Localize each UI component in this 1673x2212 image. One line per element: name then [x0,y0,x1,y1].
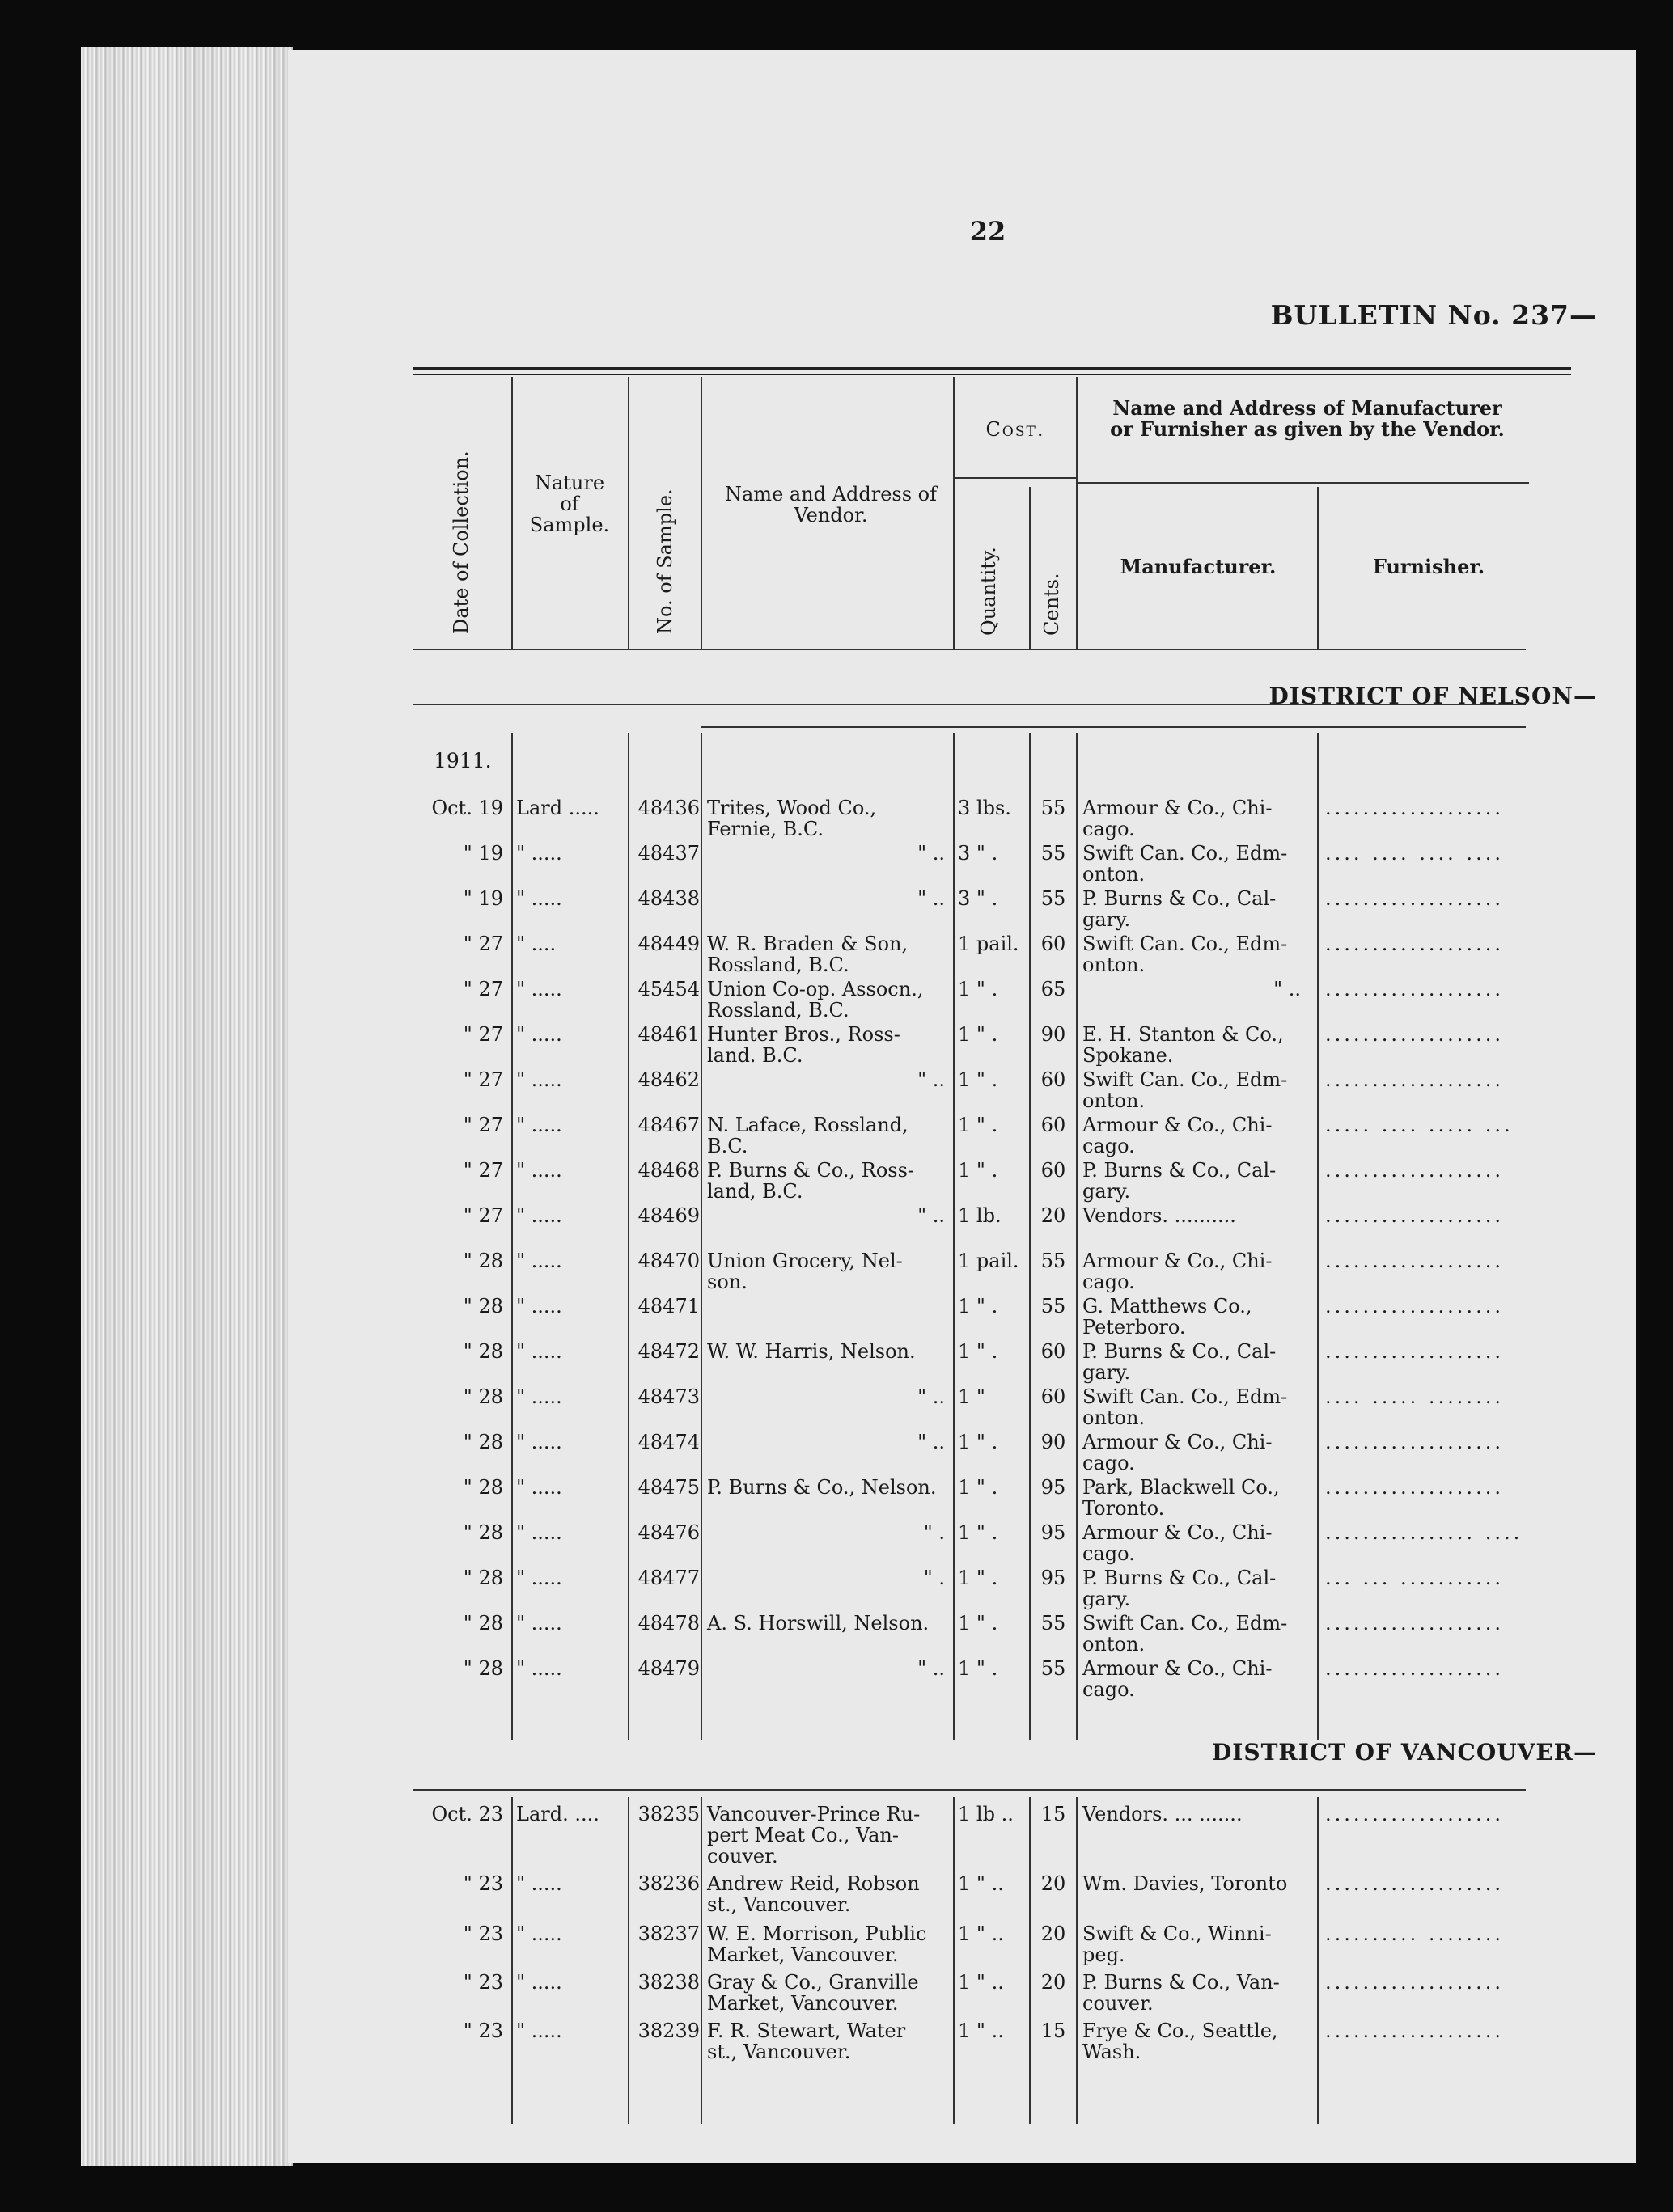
row-furnisher: ..... .... ..... ... [1325,1114,1514,1136]
row-furnisher: ................... [1325,1477,1504,1498]
row-manufacturer: Swift Can. Co., Edm- onton. [1082,842,1288,886]
bulletin-header: BULLETIN No. 237— [1270,299,1597,331]
vendor-column-header: Name and Address of Vendor. [725,483,937,527]
row-nature: " ..... [516,1385,562,1408]
row-furnisher: ................... [1325,933,1504,954]
row-manufacturer: Armour & Co., Chi- cago. [1082,1521,1273,1565]
row-cents: 95 [1040,1567,1066,1589]
row-quantity: 1 " . [958,1612,998,1635]
row-nature: " ..... [516,1431,562,1453]
row-cents: 55 [1040,842,1066,865]
row-cents: 20 [1040,1971,1066,1994]
row-nature: " ..... [516,887,562,910]
row-sample-number: 48479 [637,1657,700,1680]
row-vendor: " .. [917,842,945,865]
header-divider [1076,377,1078,649]
row-manufacturer: P. Burns & Co., Cal- gary. [1082,1567,1277,1610]
row-sample-number: 48477 [637,1567,700,1589]
header-divider [628,377,629,649]
row-date: " 27 [463,1159,503,1182]
row-sample-number: 48461 [637,1023,700,1046]
table-top-rule [413,367,1571,370]
row-quantity: 1 " . [958,1159,998,1182]
row-quantity: 1 " . [958,1114,998,1136]
row-quantity: 1 " .. [958,1971,1004,1994]
row-date: " 28 [463,1431,503,1453]
body-divider [628,733,629,1740]
row-quantity: 1 " . [958,1295,998,1317]
row-vendor: " .. [917,1385,945,1408]
nature-column-header: Nature of Sample. [529,472,610,536]
row-quantity: 1 " . [958,1340,998,1363]
row-nature: Lard ..... [516,797,599,819]
row-date: " 28 [463,1250,503,1272]
row-quantity: 3 " . [958,887,998,910]
furnisher-column-header: Furnisher. [1372,555,1485,578]
body-divider [1076,733,1078,1740]
row-manufacturer: Armour & Co., Chi- cago. [1082,1250,1273,1293]
row-vendor: " . [923,1567,945,1589]
row-manufacturer: P. Burns & Co., Cal- gary. [1082,1340,1277,1384]
body-divider [1076,1797,1078,2124]
row-nature: " ..... [516,1657,562,1680]
row-furnisher: .... ..... ........ [1325,1386,1504,1407]
body-divider [1317,733,1319,1740]
row-nature: " ..... [516,842,562,865]
row-nature: " ..... [516,1612,562,1635]
row-furnisher: .... .... .... .... [1325,843,1504,864]
row-furnisher: ................... [1325,1205,1504,1226]
row-manufacturer: P. Burns & Co., Van- couver. [1082,1971,1280,2015]
district-rule [413,1789,1526,1791]
row-sample-number: 48449 [637,933,700,955]
page-number: 22 [969,216,1006,247]
row-quantity: 1 " . [958,978,998,1000]
row-date: " 27 [463,1204,503,1227]
row-manufacturer: Swift Can. Co., Edm- onton. [1082,933,1288,976]
row-cents: 55 [1040,1612,1066,1635]
row-sample-number: 48436 [637,797,700,819]
body-divider [1029,733,1031,1740]
row-nature: " ..... [516,1476,562,1499]
row-furnisher: ................... [1325,1658,1504,1679]
cost-subrule [953,477,1076,479]
row-furnisher: ................... [1325,1804,1504,1825]
row-sample-number: 48471 [637,1295,700,1317]
row-furnisher: .......... ........ [1325,1923,1504,1944]
cost-column-header: Cost. [985,418,1045,441]
year-label: 1911. [434,749,492,772]
body-divider [1029,1797,1031,2124]
sample-number-column-header: No. of Sample. [654,489,676,634]
row-cents: 60 [1040,1340,1066,1363]
row-sample-number: 48467 [637,1114,700,1136]
row-nature: " ..... [516,1159,562,1182]
row-vendor: " .. [917,887,945,910]
body-divider [953,733,955,1740]
row-cents: 60 [1040,1114,1066,1136]
row-sample-number: 38236 [637,1872,700,1895]
row-manufacturer: Swift Can. Co., Edm- onton. [1082,1068,1288,1112]
row-quantity: 1 " . [958,1068,998,1091]
row-furnisher: ................... [1325,2020,1504,2041]
row-nature: " ..... [516,978,562,1000]
body-divider [511,733,513,1740]
row-nature: " ..... [516,1114,562,1136]
row-sample-number: 38238 [637,1971,700,1994]
row-vendor: " .. [917,1657,945,1680]
row-manufacturer: Swift Can. Co., Edm- onton. [1082,1385,1288,1429]
row-quantity: 1 " .. [958,1872,1004,1895]
row-sample-number: 48469 [637,1204,700,1227]
row-furnisher: ................... [1325,1341,1504,1362]
row-quantity: 1 " [958,1385,985,1408]
row-date: Oct. 19 [431,797,503,819]
manufacturer-subrule [1076,482,1529,484]
body-divider [628,1797,629,2124]
row-date: " 28 [463,1657,503,1680]
row-quantity: 1 " .. [958,1922,1004,1945]
row-furnisher: ................... [1325,888,1504,909]
row-manufacturer: P. Burns & Co., Cal- gary. [1082,1159,1277,1203]
row-vendor: N. Laface, Rossland, B.C. [707,1114,909,1157]
row-quantity: 3 lbs. [958,797,1011,819]
row-vendor: " .. [917,1068,945,1091]
row-date: " 28 [463,1340,503,1363]
row-furnisher: ................... [1325,1250,1504,1271]
header-bottom-rule [413,649,1526,650]
header-divider [1029,487,1031,649]
row-furnisher: ................... [1325,797,1504,818]
row-date: Oct. 23 [431,1803,503,1825]
row-sample-number: 48462 [637,1068,700,1091]
row-quantity: 1 " . [958,1657,998,1680]
header-divider [1317,487,1319,649]
row-vendor: Andrew Reid, Robson st., Vancouver. [707,1872,920,1916]
header-divider [701,377,702,649]
row-date: " 28 [463,1385,503,1408]
row-vendor: Gray & Co., Granville Market, Vancouver. [707,1971,919,2015]
row-furnisher: ................... [1325,979,1504,1000]
row-sample-number: 48478 [637,1612,700,1635]
row-nature: " ..... [516,1068,562,1091]
row-sample-number: 45454 [637,978,700,1000]
row-nature: " ..... [516,1250,562,1272]
row-cents: 90 [1040,1023,1066,1046]
row-date: " 28 [463,1295,503,1317]
row-sample-number: 48476 [637,1521,700,1544]
row-cents: 55 [1040,1295,1066,1317]
row-nature: " ..... [516,1567,562,1589]
body-divider [511,1797,513,2124]
row-vendor: " . [923,1521,945,1544]
row-manufacturer: Wm. Davies, Toronto [1082,1872,1288,1895]
row-nature: Lard. .... [516,1803,599,1825]
row-cents: 15 [1040,2020,1066,2042]
row-vendor: P. Burns & Co., Nelson. [707,1476,937,1499]
row-cents: 55 [1040,797,1066,819]
row-nature: " .... [516,933,557,955]
row-manufacturer: G. Matthews Co., Peterboro. [1082,1295,1252,1339]
row-manufacturer: P. Burns & Co., Cal- gary. [1082,887,1277,931]
row-sample-number: 48474 [637,1431,700,1453]
row-vendor: Trites, Wood Co., Fernie, B.C. [707,797,877,840]
district-heading: DISTRICT OF NELSON— [1269,683,1597,709]
row-nature: " ..... [516,1295,562,1317]
row-furnisher: ................... [1325,1069,1504,1090]
row-vendor: Union Grocery, Nel- son. [707,1250,903,1293]
row-nature: " ..... [516,1023,562,1046]
row-vendor: W. W. Harris, Nelson. [707,1340,916,1363]
row-date: " 28 [463,1476,503,1499]
row-manufacturer: Frye & Co., Seattle, Wash. [1082,2020,1278,2063]
row-cents: 15 [1040,1803,1066,1825]
row-vendor: W. E. Morrison, Public Market, Vancouver. [707,1922,927,1966]
row-furnisher: ................... [1325,1613,1504,1634]
row-date: " 27 [463,1114,503,1136]
row-manufacturer: Swift Can. Co., Edm- onton. [1082,1612,1288,1656]
row-sample-number: 48475 [637,1476,700,1499]
book-page [288,50,1636,2163]
row-date: " 23 [463,1971,503,1994]
row-quantity: 1 lb. [958,1204,1002,1227]
row-date: " 27 [463,978,503,1000]
row-vendor: Hunter Bros., Ross- land. B.C. [707,1023,900,1067]
row-vendor: F. R. Stewart, Water st., Vancouver. [707,2020,906,2063]
row-quantity: 1 pail. [958,933,1019,955]
row-nature: " ..... [516,1971,562,1994]
row-sample-number: 48472 [637,1340,700,1363]
row-vendor: A. S. Horswill, Nelson. [707,1612,930,1635]
manufacturer-column-header: Manufacturer. [1120,555,1277,578]
row-nature: " ..... [516,2020,562,2042]
row-vendor: Union Co-op. Assocn., Rossland, B.C. [707,978,924,1021]
row-date: " 27 [463,1023,503,1046]
row-cents: 60 [1040,1068,1066,1091]
row-date: " 23 [463,1922,503,1945]
row-sample-number: 38235 [637,1803,700,1825]
row-manufacturer: Armour & Co., Chi- cago. [1082,1657,1273,1701]
row-nature: " ..... [516,1922,562,1945]
cents-column-header: Cents. [1040,573,1063,636]
row-quantity: 1 " . [958,1431,998,1453]
row-cents: 55 [1040,887,1066,910]
row-cents: 65 [1040,978,1066,1000]
row-cents: 60 [1040,1385,1066,1408]
row-cents: 95 [1040,1476,1066,1499]
date-column-header: Date of Collection. [450,450,472,634]
row-date: " 28 [463,1612,503,1635]
row-sample-number: 48470 [637,1250,700,1272]
row-nature: " ..... [516,1521,562,1544]
row-furnisher: ................... [1325,1873,1504,1894]
district-rule [701,726,1526,728]
row-cents: 95 [1040,1521,1066,1544]
row-cents: 90 [1040,1431,1066,1453]
row-quantity: 1 pail. [958,1250,1019,1272]
row-quantity: 1 " . [958,1476,998,1499]
row-vendor: Vancouver-Prince Ru- pert Meat Co., Van- couver. [707,1803,921,1867]
district-heading: DISTRICT OF VANCOUVER— [1212,1739,1597,1766]
row-sample-number: 48468 [637,1159,700,1182]
book-page-edges [81,47,293,2166]
body-divider [701,1797,702,2124]
row-cents: 20 [1040,1922,1066,1945]
row-furnisher: ................... [1325,1160,1504,1181]
row-date: " 19 [463,842,503,865]
row-quantity: 3 " . [958,842,998,865]
row-sample-number: 48437 [637,842,700,865]
row-nature: " ..... [516,1204,562,1227]
row-nature: " ..... [516,1340,562,1363]
row-manufacturer: " .. [1273,978,1301,1000]
row-vendor: " .. [917,1204,945,1227]
row-manufacturer: Vendors. ... ....... [1082,1803,1243,1825]
row-sample-number: 38237 [637,1922,700,1945]
row-manufacturer: E. H. Stanton & Co., Spokane. [1082,1023,1284,1067]
row-sample-number: 48473 [637,1385,700,1408]
row-date: " 23 [463,1872,503,1895]
row-date: " 19 [463,887,503,910]
row-date: " 27 [463,933,503,955]
row-furnisher: ................... [1325,1972,1504,1993]
row-furnisher: ................... [1325,1432,1504,1453]
header-divider [953,377,955,649]
quantity-column-header: Quantity. [977,547,1000,636]
table-top-rule-2 [413,374,1571,375]
row-sample-number: 48438 [637,887,700,910]
body-divider [701,733,702,1740]
row-quantity: 1 " . [958,1521,998,1544]
body-divider [1317,1797,1319,2124]
row-furnisher: ... ... ........... [1325,1567,1504,1588]
row-manufacturer: Armour & Co., Chi- cago. [1082,1431,1273,1474]
row-cents: 20 [1040,1872,1066,1895]
row-furnisher: ................ .... [1325,1522,1523,1543]
row-furnisher: ................... [1325,1296,1504,1317]
row-cents: 60 [1040,1159,1066,1182]
row-furnisher: ................... [1325,1024,1504,1045]
row-cents: 20 [1040,1204,1066,1227]
row-manufacturer: Vendors. .......... [1082,1204,1236,1227]
row-cents: 60 [1040,933,1066,955]
header-divider [511,377,513,649]
row-quantity: 1 lb .. [958,1803,1014,1825]
row-cents: 55 [1040,1657,1066,1680]
manufacturer-group-header: Name and Address of Manufacturer or Furnisher as given by the Vendor. [1110,396,1505,441]
row-quantity: 1 " .. [958,2020,1004,2042]
row-sample-number: 38239 [637,2020,700,2042]
row-vendor: W. R. Braden & Son, Rossland, B.C. [707,933,909,976]
row-manufacturer: Swift & Co., Winni- peg. [1082,1922,1272,1966]
row-manufacturer: Armour & Co., Chi- cago. [1082,1114,1273,1157]
row-manufacturer: Park, Blackwell Co., Toronto. [1082,1476,1280,1520]
row-date: " 28 [463,1521,503,1544]
row-quantity: 1 " . [958,1567,998,1589]
row-nature: " ..... [516,1872,562,1895]
row-cents: 55 [1040,1250,1066,1272]
row-quantity: 1 " . [958,1023,998,1046]
row-vendor: " .. [917,1431,945,1453]
row-date: " 28 [463,1567,503,1589]
row-date: " 23 [463,2020,503,2042]
row-vendor: P. Burns & Co., Ross- land, B.C. [707,1159,915,1203]
row-date: " 27 [463,1068,503,1091]
row-manufacturer: Armour & Co., Chi- cago. [1082,797,1273,840]
